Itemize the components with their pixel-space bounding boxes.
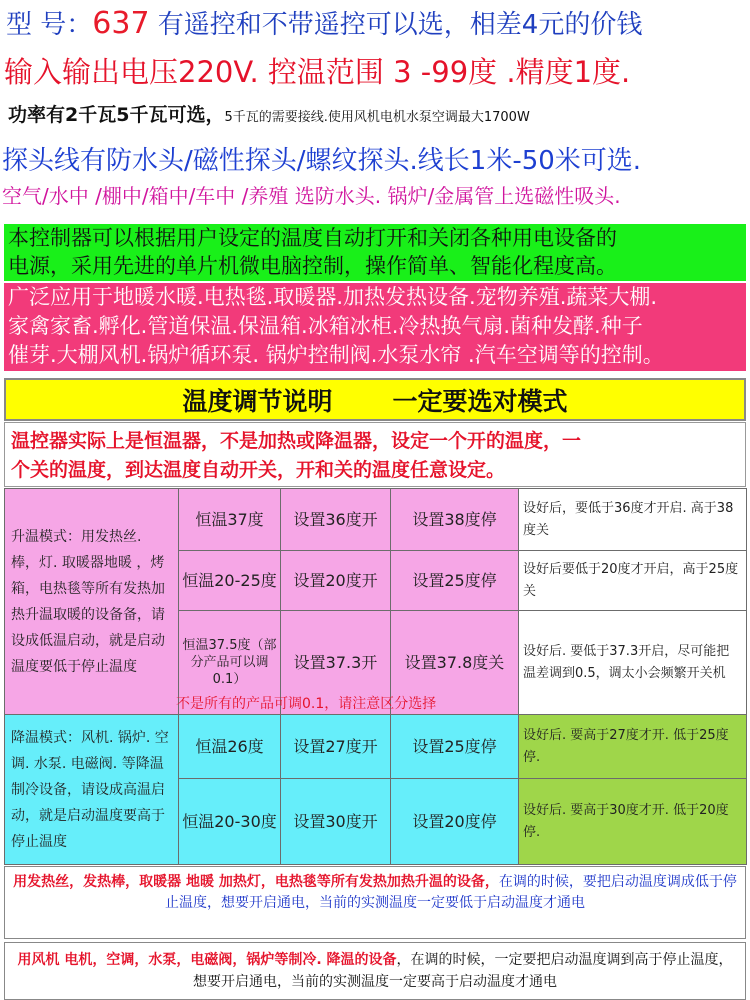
- green-line-1: 本控制器可以根据用户设定的温度自动打开和关闭各种用电设备的: [8, 226, 617, 250]
- heat-row-2-mode: 恒温20-25度: [179, 551, 281, 611]
- pink-line-2: 家禽家畜.孵化.管道保温.保温箱.冰箱冰柜.冷热换气扇.菌种发酵.种子: [8, 314, 643, 338]
- section-title: 温度调节说明: [182, 386, 333, 416]
- cool-row-2-mode: 恒温20-30度: [179, 779, 281, 865]
- heat-instructions: [4, 866, 746, 939]
- model-line: [6, 4, 642, 41]
- heat-row-2-on: 设置20度开: [281, 551, 391, 611]
- cool-instructions-red: 用风机 电机，空调，水泵，电磁阀，锅炉等制冷. 降温的设备: [17, 952, 397, 968]
- cool-mode-cell: 降温模式：风机. 锅炉. 空调. 水泵. 电磁阀. 等降温制冷设备，请设成高温启动，就是启动温度要高于停止温度: [5, 715, 179, 865]
- cool-row-2-note: 设好后. 要高于30度才开. 低于20度停.: [519, 779, 747, 865]
- cool-row-1-note: 设好后. 要高于27度才开. 低于25度停.: [519, 715, 747, 779]
- section-header: [4, 378, 746, 421]
- heat-row-2-off: 设置25度停: [391, 551, 519, 611]
- cool-row-1-off: 设置25度停: [391, 715, 519, 779]
- heat-row-1-mode: 恒温37度: [179, 489, 281, 551]
- probe-line: 探头线有防水头/磁性探头/螺纹探头.线长1米-50米可选.: [2, 146, 642, 176]
- model-number: 637: [92, 6, 150, 41]
- heat-mode-cell: 升温模式：用发热丝. 棒，灯. 取暖器地暖 ，烤箱，电热毯等所有发热加热升温取暖的设备备，请设成低温启动，就是启动温度要低于停止温度: [5, 489, 179, 715]
- model-label: 型 号：: [6, 10, 93, 40]
- heat-row-1-note: 设好后，要低于36度才开启. 高于38度关: [519, 489, 747, 551]
- intro-note-line-1: 温控器实际上是恒温器，不是加热或降温器，设定一个开的温度，一: [11, 430, 582, 452]
- heat-row-1-on: 设置36度开: [281, 489, 391, 551]
- table-row: [5, 715, 747, 779]
- applications-pink-box: [4, 283, 746, 371]
- cool-instructions: [4, 942, 746, 1000]
- power-note: 5千瓦的需要接线.使用风机电机水泵空调最大1700W: [224, 110, 530, 125]
- heat-row-3-note: 设好后. 要低于37.3开启，尽可能把温差调到0.5，调太小会频繁开关机: [519, 611, 747, 715]
- heat-row-3-on: 设置37.3开: [281, 611, 391, 715]
- voltage-line: 输入输出电压220V. 控温范围 3 -99度 .精度1度.: [4, 55, 631, 89]
- power-main: 功率有2千瓦5千瓦可选，: [8, 104, 225, 126]
- heat-row-2-note: 设好后要低于20度才开启，高于25度关: [519, 551, 747, 611]
- heat-instructions-red: 用发热丝，发热棒，取暖器 地暖 加热灯，电热毯等所有发热加热升温的设备，: [13, 874, 499, 890]
- cool-row-2-on: 设置30度开: [281, 779, 391, 865]
- table-row: [5, 489, 747, 551]
- cool-row-1-mode: 恒温26度: [179, 715, 281, 779]
- power-line: [8, 100, 530, 127]
- section-subtitle: 一定要选对模式: [392, 386, 568, 416]
- heat-row-3-mode: 恒温37.5度（部分产品可以调0.1）: [179, 611, 281, 715]
- heat-instructions-blue: 在调的时候，要把启动温度调成低于停止温度，想要开启通电，当前的实测温度一定要低于启动温度才通电: [165, 874, 737, 911]
- cool-row-1-on: 设置27度开: [281, 715, 391, 779]
- cool-row-2-off: 设置20度停: [391, 779, 519, 865]
- intro-note: [4, 422, 746, 487]
- warning-text: 不是所有的产品可调0.1，请注意区分选择: [176, 696, 437, 712]
- intro-note-line-2: 个关的温度，到达温度自动开关，开和关的温度任意设定。: [11, 459, 506, 481]
- heat-row-1-off: 设置38度停: [391, 489, 519, 551]
- heat-row-3-off: 设置37.8度关: [391, 611, 519, 715]
- green-line-2: 电源，采用先进的单片机微电脑控制，操作简单、智能化程度高。: [8, 254, 617, 278]
- pink-line-3: 催芽.大棚风机.锅炉循环泵. 锅炉控制阀.水泵水帘 .汽车空调等的控制。: [8, 343, 664, 367]
- intro-green-box: [4, 224, 746, 281]
- model-note: 有遥控和不带遥控可以选，相差4元的价钱: [149, 10, 643, 40]
- cool-instructions-black: ，在调的时候，一定要把启动温度调到高于停止温度，想要开启通电，当前的实测温度一定要高于启动温度才通电: [193, 952, 733, 990]
- usage-line: 空气/水中 /棚中/箱中/车中 /养殖 选防水头. 锅炉/金属管上选磁性吸头.: [2, 184, 621, 208]
- settings-table: [4, 488, 747, 865]
- pink-line-1: 广泛应用于地暖水暖.电热毯.取暖器.加热发热设备.宠物养殖.蔬菜大棚.: [8, 285, 658, 309]
